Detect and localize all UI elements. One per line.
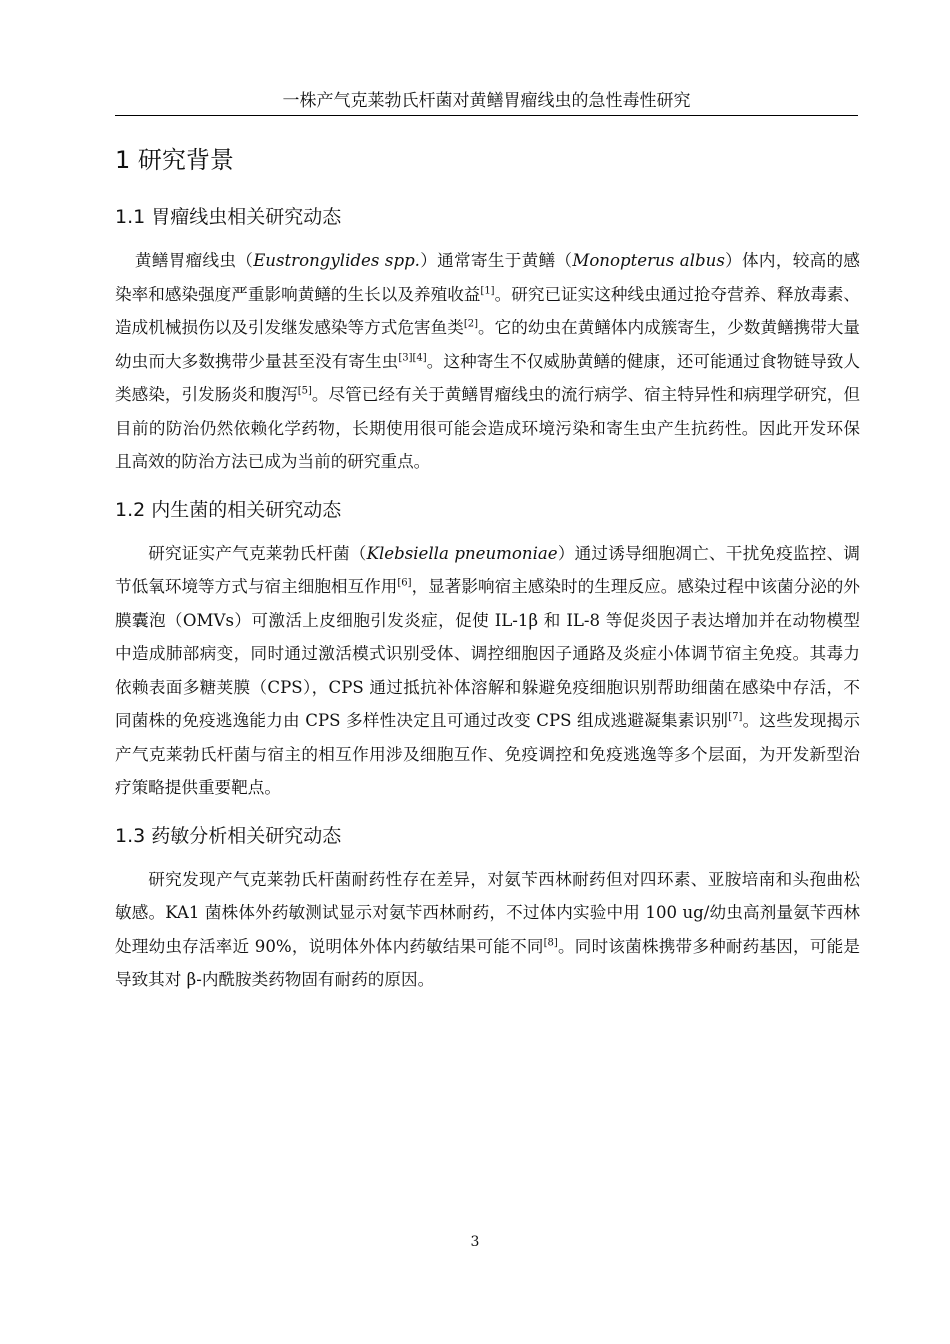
text-run: 。这种寄生不仅威胁黄鳝的健康，还可能通过食物链导致人类感染，引发肠炎和腹泻 [115,351,860,404]
species-name: Klebsiella pneumoniae [366,543,558,563]
document-body [115,140,860,1003]
page-number: 3 [470,1234,480,1250]
text-run: 。它的幼虫在黄鳝体内成簇寄生，少数黄鳝携带大量幼虫而大多数携带少量甚至没有寄生虫 [115,318,861,371]
citation: [1] [480,284,495,296]
citation: [7] [728,711,743,723]
text-run: 黄鳝胃瘤线虫（ [134,251,254,270]
section-title: 1 研究背景 [115,146,234,174]
text-run: ）体内，较高的感染率和感染强度严重影响黄鳝的生长以及养殖收益 [115,251,861,304]
paragraph-1-3 [115,863,860,997]
citation: [2] [463,318,478,330]
text-run: 。研究已证实这种线虫通过抢夺营养、释放毒素、造成机械损伤以及引发继发感染等方式危害鱼类 [115,284,861,337]
citation: [3][4] [398,351,427,363]
text-run: ）通常寄生于黄鳝（ [419,251,573,270]
paragraph-1-1 [115,244,860,479]
text-run: ，显著影响宿主感染时的生理反应。感染过程中该菌分泌的外膜囊泡（OMVs）可激活上皮细胞引发炎症，促使 IL-1β 和 IL-8 等促炎因子表达增加并在动物模型中造成肺部病变，同时通过激活模式识别受体、调控细胞因子通路及炎症小体调节宿主免疫。其毒力依赖表面多糖荚膜（CPS），CPS 通过抵抗补体溶解和躲避免疫细胞识别帮助细菌在感染中存活，不同菌株的免疫逃逸能力由 CPS 多样性决定且可通过改变 CPS 组成逃避凝集素识别 [115,577,861,730]
species-name: Monopterus albus [572,251,725,270]
text-run: 。尽管已经有关于黄鳝胃瘤线虫的流行病学、宿主特异性和病理学研究，但目前的防治仍然依赖化学药物，长期使用很可能会造成环境污染和寄生虫产生抗药性。因此开发环保且高效的防治方法已成为当前的研究重点。 [115,385,861,471]
citation: [8] [543,936,558,948]
subsection-title-1-2: 1.2 内生菌的相关研究动态 [115,498,342,521]
text-run: 研究发现产气克莱勃氏杆菌耐药性存在差异，对氨苄西林耐药但对四环素、亚胺培南和头孢曲松敏感。KA1 菌株体外药敏测试显示对氨苄西林耐药，不过体内实验中用 100 ug/幼虫高剂量氨苄西林处理幼虫存活率近 90%，说明体外体内药敏结果可能不同 [115,869,860,956]
running-header: 一株产气克莱勃氏杆菌对黄鳝胃瘤线虫的急性毒性研究 [115,90,858,116]
text-run: 。同时该菌株携带多种耐药基因，可能是导致其对 β-内酰胺类药物固有耐药的原因。 [115,936,861,989]
species-name: Eustrongylides spp. [253,251,420,270]
subsection-title-1-1: 1.1 胃瘤线虫相关研究动态 [115,206,342,228]
text-run: 研究证实产气克莱勃氏杆菌（ [148,543,367,563]
subsection-title-1-3: 1.3 药敏分析相关研究动态 [115,824,342,847]
text-run: 。这些发现揭示产气克莱勃氏杆菌与宿主的相互作用涉及细胞互作、免疫调控和免疫逃逸等多个层面，为开发新型治疗策略提供重要靶点。 [115,711,860,797]
text-run: ）通过诱导细胞凋亡、干扰免疫监控、调节低氧环境等方式与宿主细胞相互作用 [115,543,860,596]
paragraph-1-2 [115,537,860,805]
citation: [5] [297,385,312,397]
citation: [6] [397,577,412,589]
